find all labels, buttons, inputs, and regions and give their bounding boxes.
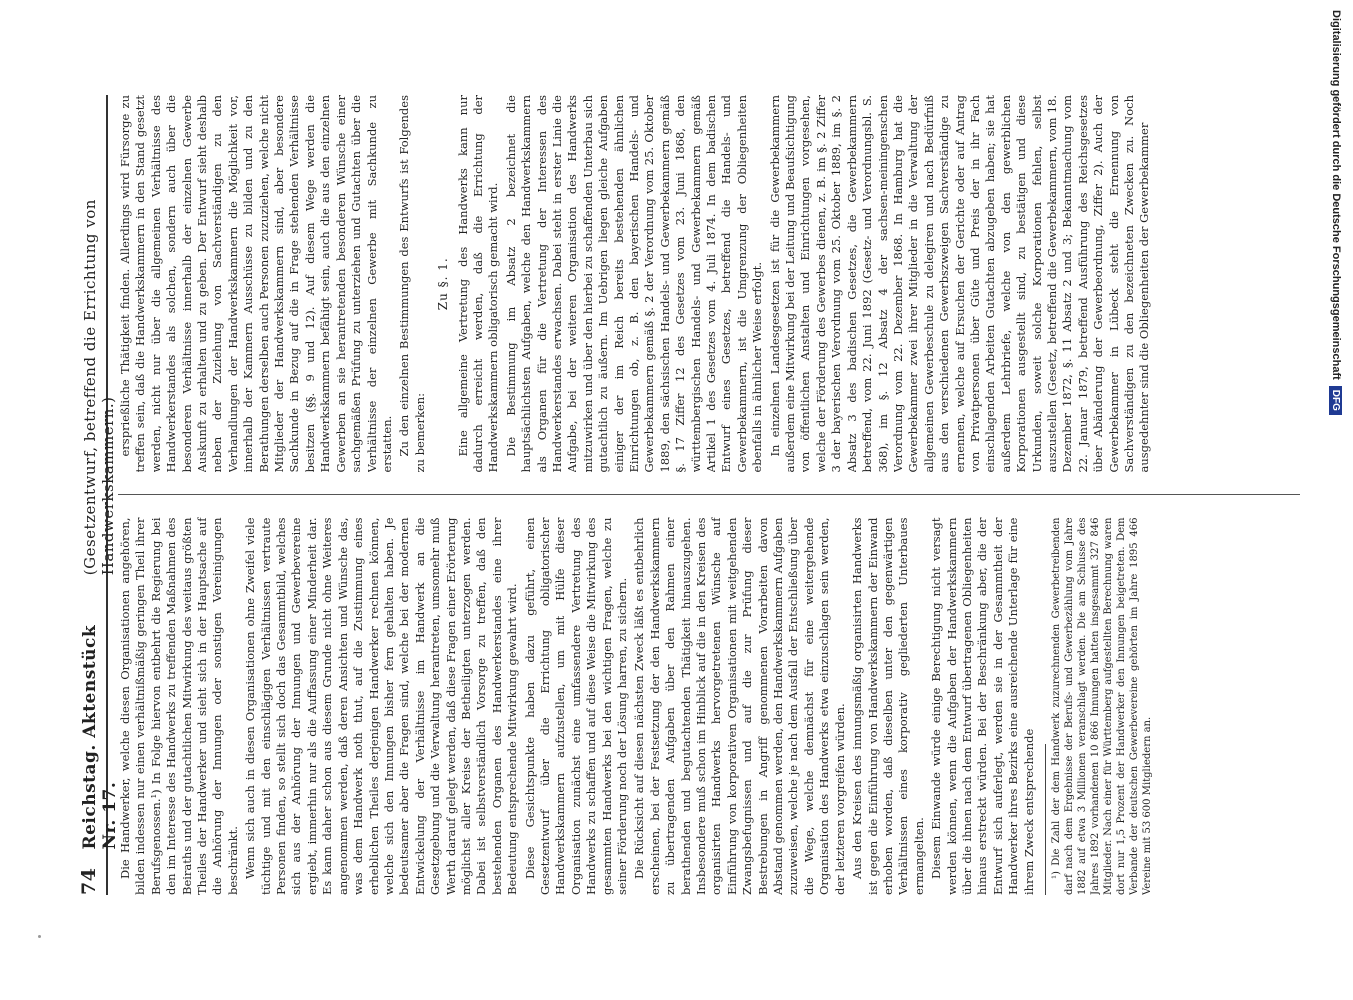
footnote-rule (1045, 744, 1046, 895)
right-column (118, 95, 1300, 473)
paragraph: Die Bestimmung im Absatz 2 bezeichnet die hauptsächlichsten Aufgaben, welche den Handwerkskammern als Organen für die Vertretung der Interessen des Handwerkerstandes erwachsen. Dabei steht in erster Linie die Aufgabe, bei der weiteren Organisation des Handwerks mitzuwirken und über den hierbei zu schaffenden Unterbau sich gutachtlich zu äußern. Im Uebrigen liegen gleiche Aufgaben einiger der im Reich bereits bestehenden ähnlichen Einrichtungen ob, z. B. den bayerischen Handels- und Gewerbekammern gemäß §. 2 der Verordnung vom 25. Oktober 1889, den sächsischen Handels- und Gewerbekammern gemäß §. 17 Ziffer 12 des Gesetzes vom 23. Juni 1868, den württembergischen Handels- und Gewerbekammern gemäß Artikel 1 des Gesetzes vom 4. Juli 1874. In dem badischen Entwurf eines Gesetzes, betreffend die Handels- und Gewerbekammern, ist die Umgrenzung der Obliegenheiten ebenfalls in ähnlicher Weise erfolgt. (503, 95, 765, 473)
paragraph: Wenn sich auch in diesen Organisationen ohne Zweifel viele tüchtige und mit den einschlägigen Verhältnissen vertraute Personen finden, so stellt sich doch das Gesammtbild, welches sich aus der Anhörung der Innungen und Gewerbevereine ergiebt, immerhin nur als die Auffassung einer Minderheit dar. Es kann daher schon aus diesem Grunde nicht ohne Weiteres angenommen werden, daß deren Ansichten und Wünsche das, was dem Handwerk noth thut, auf die Zustimmung eines erheblichen Theiles derjenigen Handwerker rechnen können, welche sich den Innungen bisher fern gehalten haben. Je bedeutsamer aber die Fragen sind, welche bei der modernen Entwickelung der Verhältnisse im Handwerk an die Gesetzgebung und die Verwaltung herantreten, umsomehr muß Werth darauf gelegt werden, daß diese Fragen einer Erörterung möglichst aller Kreise der Betheiligten unterzogen werden. Dabei ist selbstverständlich Vorsorge zu treffen, daß den bestehenden Organen des Handwerkerstandes eine ihrer Bedeutung entsprechende Mitwirkung gewahrt wird. (243, 517, 520, 895)
paragraph: Zu den einzelnen Bestimmungen des Entwurfs ist Folgendes zu bemerken: (397, 95, 427, 473)
left-column (118, 518, 1300, 896)
paragraph: Die Handwerker, welche diesen Organisationen angehören, bilden indessen nur einen verhältnißmäßig geringen Theil ihrer Berufsgenossen.¹) In Folge hiervon entbehrt die Regierung bei den im Interesse des Handwerks zu treffenden Maßnahmen des Beiraths und der gutachtlichen Mitwirkung des weitaus größten Theiles der Handwerker und sieht sich in der Hauptsache auf die Anhörung der Innungen oder sonstigen Vereinigungen beschränkt. (118, 517, 240, 895)
dfg-logo: DFG (1330, 386, 1343, 415)
section-heading: Zu §. 1. (436, 257, 451, 311)
paragraph: Aus den Kreisen des innungsmäßig organisirten Handwerks ist gegen die Einführung von Handwerkskammern der Einwand erhoben worden, daß dieselben unter den gegenwärtigen Verhältnissen eines korporativ gegliederten Unterbaues ermangelten. (850, 517, 926, 895)
credit-text: Digitalisierung gefördert durch die Deutsche Forschungsgemeinschaft (1330, 10, 1342, 380)
paragraph: Diese Gesichtspunkte haben dazu geführt, einen Gesetzentwurf über die Errichtung obligatorischer Handwerkskammern aufzustellen, um mit Hülfe dieser Organisation zunächst eine umfassendere Vertretung des Handwerks zu schaffen und auf diese Weise die Mitwirkung des gesammten Handwerks bei den wichtigen Fragen, welche zu seiner Förderung noch der Lösung harren, zu sichern. (522, 517, 629, 895)
digitization-credit (1325, 10, 1347, 990)
header-title: Reichstag. Aktenstück Nr. 17. (80, 624, 120, 850)
paragraph: Diesem Einwande würde einige Berechtigung nicht versagt werden können, wenn die Aufgaben der Handwerkskammern über die ihnen nach dem Entwurf übertragenen Obliegenheiten hinaus erstreckt würden. Bei der Beschränkung aber, die der Entwurf sich auferlegt, werden sie in der Gesammtheit der Handwerker ihres Bezirks eine ausreichende Unterlage für eine ihrem Zweck entsprechende (929, 517, 1036, 895)
footnote: ¹) Die Zahl der dem Handwerk zuzurechnenden Gewerbetreibenden darf nach dem Ergebnisse der Berufs- und Gewerbezählung vom Jahre 1882 auf etwa 3 Millionen veranschlagt werden. Die am Schlusse des Jahres 1892 vorhandenen 10 866 Innungen hatten insgesammt 327 846 Mitglieder. Nach einer für Württemberg aufgestellten Berechnung waren dort nur 1,5 Prozent der Handwerker den Innungen beigetreten. Dem Verbande der deutschen Gewerbevereine gehörten im Jahre 1895 466 Vereine mit 53 600 Mitgliedern an. (1050, 517, 1153, 895)
paragraph: Die Rücksicht auf diesen nächsten Zweck läßt es entbehrlich erscheinen, bei der Festsetzung der den Handwerkskammern zu übertragenden Aufgaben über den Rahmen einer berathenden und begutachtenden Thätigkeit hinauszugehen. Insbesondere muß schon im Hinblick auf die in den Kreisen des organisirten Handwerks hervorgetretenen Wünsche auf Einführung von korporativen Organisationen mit weitgehenden Zwangsbefugnissen und auf die zur Prüfung dieser Bestrebungen in Angriff genommenen Vorarbeiten davon Abstand genommen werden, den Handwerkskammern Aufgaben zuzuweisen, welche je nach dem Ausfall der Entschließung über die Wege, welche demnächst für eine weitergehende Organisation des Handwerks etwa einzuschlagen sein werden, der letzteren vorgreifen würden. (632, 517, 847, 895)
document-page-stage (60, 55, 1320, 935)
paragraph: In einzelnen Landesgesetzen ist für die Gewerbekammern außerdem eine Mitwirkung bei der Leitung und Beaufsichtigung von öffentlichen Anstalten und Einrichtungen vorgesehen, welche der Förderung des Gewerbes dienen, z. B. im §. 2 Ziffer 3 der bayerischen Verordnung vom 25. Oktober 1889, im §. 2 Absatz 3 des badischen Gesetzes, die Gewerbekammern betreffend, vom 22. Juni 1892 (Gesetz- und Verordnungsbl. S. 368), im §. 12 Absatz 4 der sachsen-meiningenschen Verordnung vom 22. Dezember 1868. In Hamburg hat die Gewerbekammer zwei ihrer Mitglieder in die Verwaltung der allgemeinen Gewerbeschule zu delegiren und nach Bedürfniß aus den verschiedenen Gewerbszweigen Sachverständige zu ernennen, welche auf Ersuchen der Gerichte oder auf Antrag von Privatpersonen über Güte und Preis der in ihr Fach einschlagenden Arbeiten Gutachten abzugeben haben; sie hat außerdem Lehrbriefe, welche von den gewerblichen Korporationen ausgestellt sind, zu bestätigen und diese Urkunden, soweit solche Korporationen fehlen, selbst auszustellen (Gesetz, betreffend die Gewerbekammern, vom 18. Dezember 1872, §. 11 Absatz 2 und 3; Bekanntmachung vom 22. Januar 1879, betreffend Ausführung des Reichsgesetzes über Abänderung der Gewerbeordnung, Ziffer 2). Auch der Gewerbekammer in Lübeck steht die Ernennung von Sachverständigen zu den bezeichneten Zwecken zu. Noch ausgedehnter sind die Obliegenheiten der Gewerbekammer (767, 95, 1152, 473)
column-divider (118, 495, 1300, 496)
header-subtitle: (Gesetzentwurf, betreffend die Errichtung von Handwerkskammern.) (81, 199, 117, 576)
paragraph: Eine allgemeine Vertretung des Handwerks kann nur dadurch erreicht werden, daß die Errichtung der Handwerkskammern obligatorisch gemacht wird. (455, 95, 501, 473)
running-header (78, 95, 120, 895)
page-number: 74 (78, 867, 100, 895)
text-columns (118, 95, 1300, 895)
paragraph: ersprießliche Thätigkeit finden. Allerdings wird Fürsorge zu treffen sein, daß die Handwerkskammern in den Stand gesetzt werden, nicht nur über die allgemeinen Verhältnisse des Handwerkerstandes als solchen, sondern auch über die besonderen Verhältnisse innerhalb der einzelnen Gewerbe Auskunft zu erhalten und zu geben. Der Entwurf sieht deshalb neben der Zuziehung von Sachverständigen zu den Verhandlungen der Handwerkskammern die Möglichkeit vor, innerhalb der Kammern Ausschüsse zu bilden und zu den Berathungen derselben auch Personen zuzuziehen, welche nicht Mitglieder der Handwerkskammern sind, aber besondere Sachkunde in Bezug auf die in Frage stehenden Verhältnisse besitzen (§§. 9 und 12). Auf diesem Wege werden die Handwerkskammern befähigt sein, auch die aus den einzelnen Gewerben an sie herantretenden besonderen Wünsche einer sachgemäßen Prüfung zu unterziehen und Gutachten über die Verhältnisse der einzelnen Gewerbe mit Sachkunde zu erstatten. (118, 95, 394, 473)
scan-speck (38, 935, 41, 938)
document-page (60, 55, 1320, 935)
